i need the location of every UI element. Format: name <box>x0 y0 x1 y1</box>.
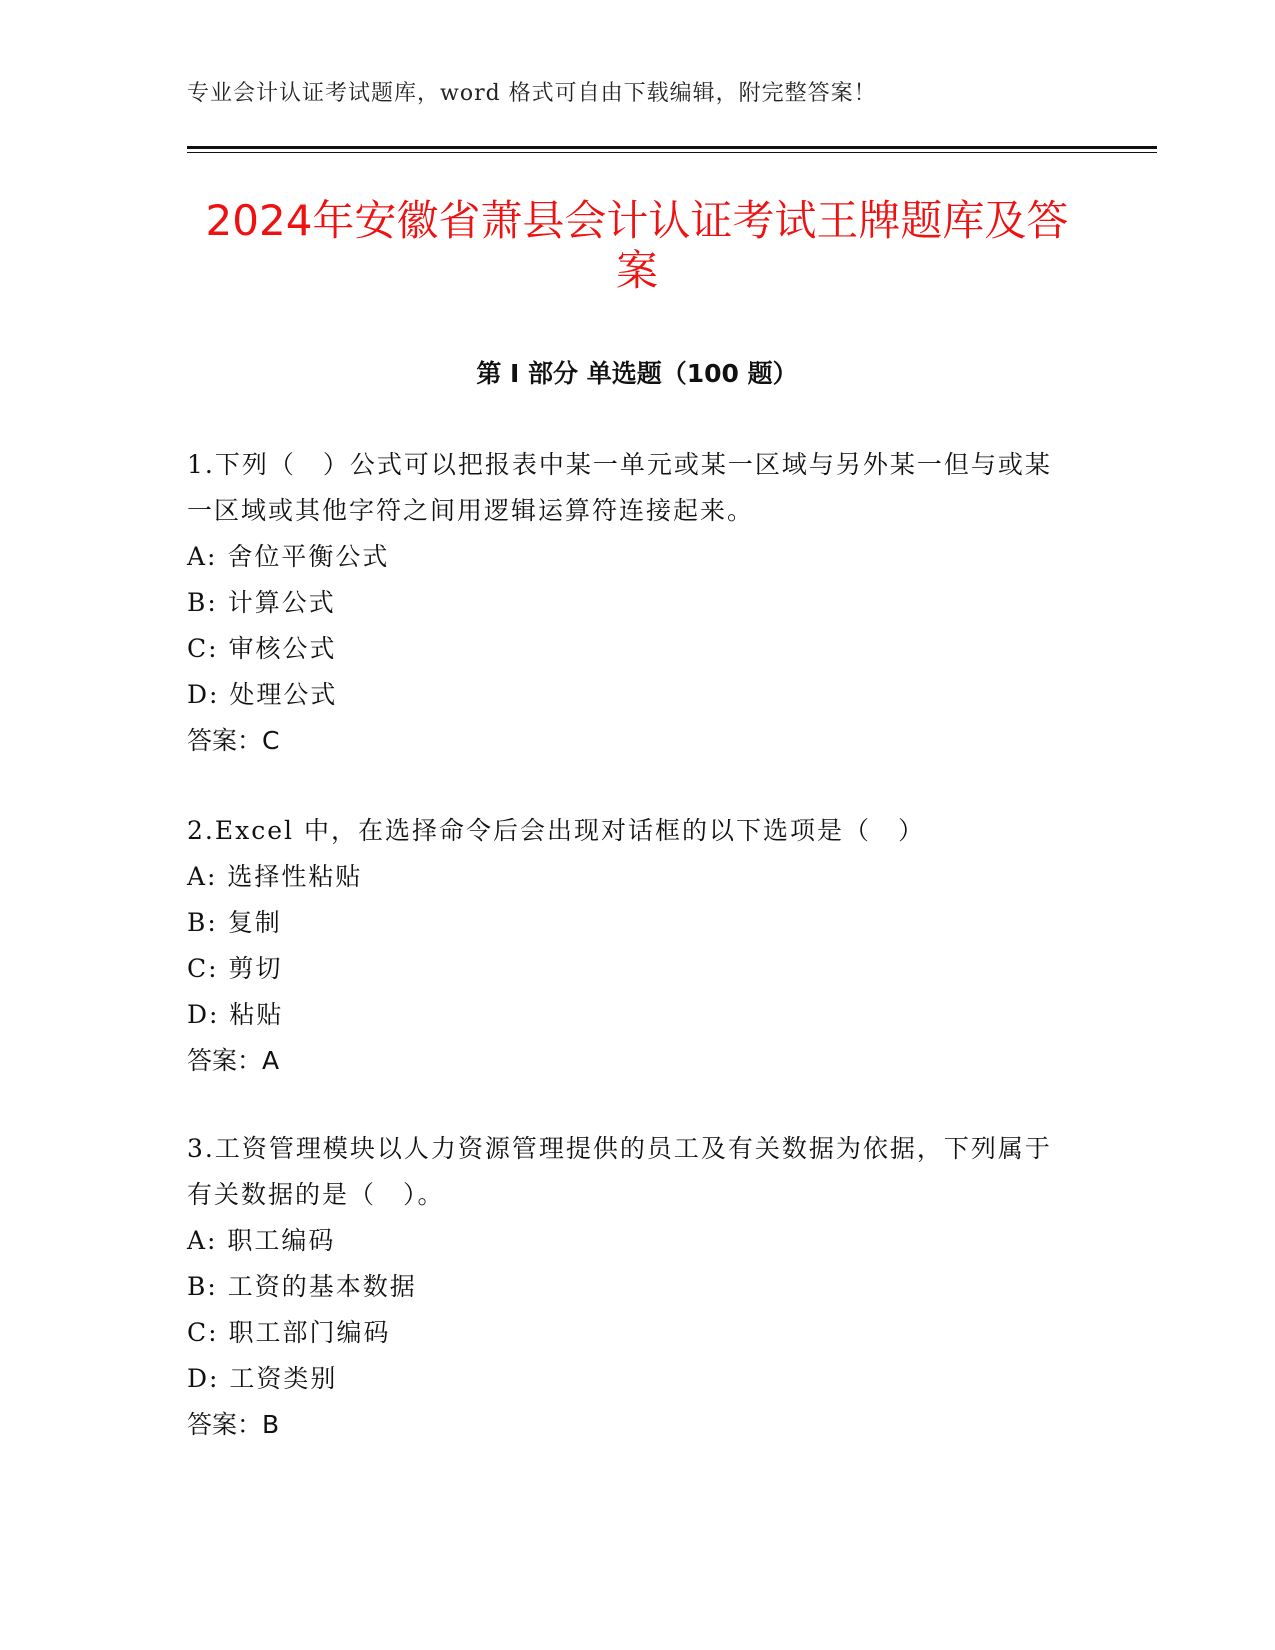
answer-line: 答案：C <box>187 726 280 755</box>
option-c: C: 剪切 <box>187 954 283 983</box>
header-rule-thick <box>187 146 1157 149</box>
option-b: B: 复制 <box>187 908 282 937</box>
question-2 <box>187 808 1067 1084</box>
answer-line: 答案：A <box>187 1046 280 1075</box>
document-title: 2024年安徽省萧县会计认证考试王牌题库及答案 <box>205 196 1069 295</box>
question-stem: 2.Excel 中，在选择命令后会出现对话框的以下选项是（ ） <box>187 816 925 845</box>
header-note: 专业会计认证考试题库，word 格式可自由下载编辑，附完整答案！ <box>187 81 877 106</box>
option-d: D: 处理公式 <box>187 680 338 709</box>
option-a: A: 选择性粘贴 <box>187 862 363 891</box>
header-rule-thin <box>187 152 1157 153</box>
section-heading: 第 I 部分 单选题（100 题） <box>476 359 798 388</box>
question-stem: 1.下列（ ）公式可以把报表中某一单元或某一区域与另外某一但与或某一区域或其他字符之间用逻辑运算符连接起来。 <box>187 450 1052 525</box>
option-b: B: 计算公式 <box>187 588 336 617</box>
option-c: C: 审核公式 <box>187 634 337 663</box>
option-c: C: 职工部门编码 <box>187 1318 391 1347</box>
option-a: A: 舍位平衡公式 <box>187 542 390 571</box>
option-d: D: 工资类别 <box>187 1364 338 1393</box>
question-stem: 3.工资管理模块以人力资源管理提供的员工及有关数据为依据，下列属于有关数据的是（ ）。 <box>187 1134 1052 1209</box>
question-1 <box>187 442 1067 764</box>
option-b: B: 工资的基本数据 <box>187 1272 417 1301</box>
question-3 <box>187 1126 1067 1448</box>
answer-line: 答案：B <box>187 1410 280 1439</box>
option-d: D: 粘贴 <box>187 1000 284 1029</box>
option-a: A: 职工编码 <box>187 1226 336 1255</box>
